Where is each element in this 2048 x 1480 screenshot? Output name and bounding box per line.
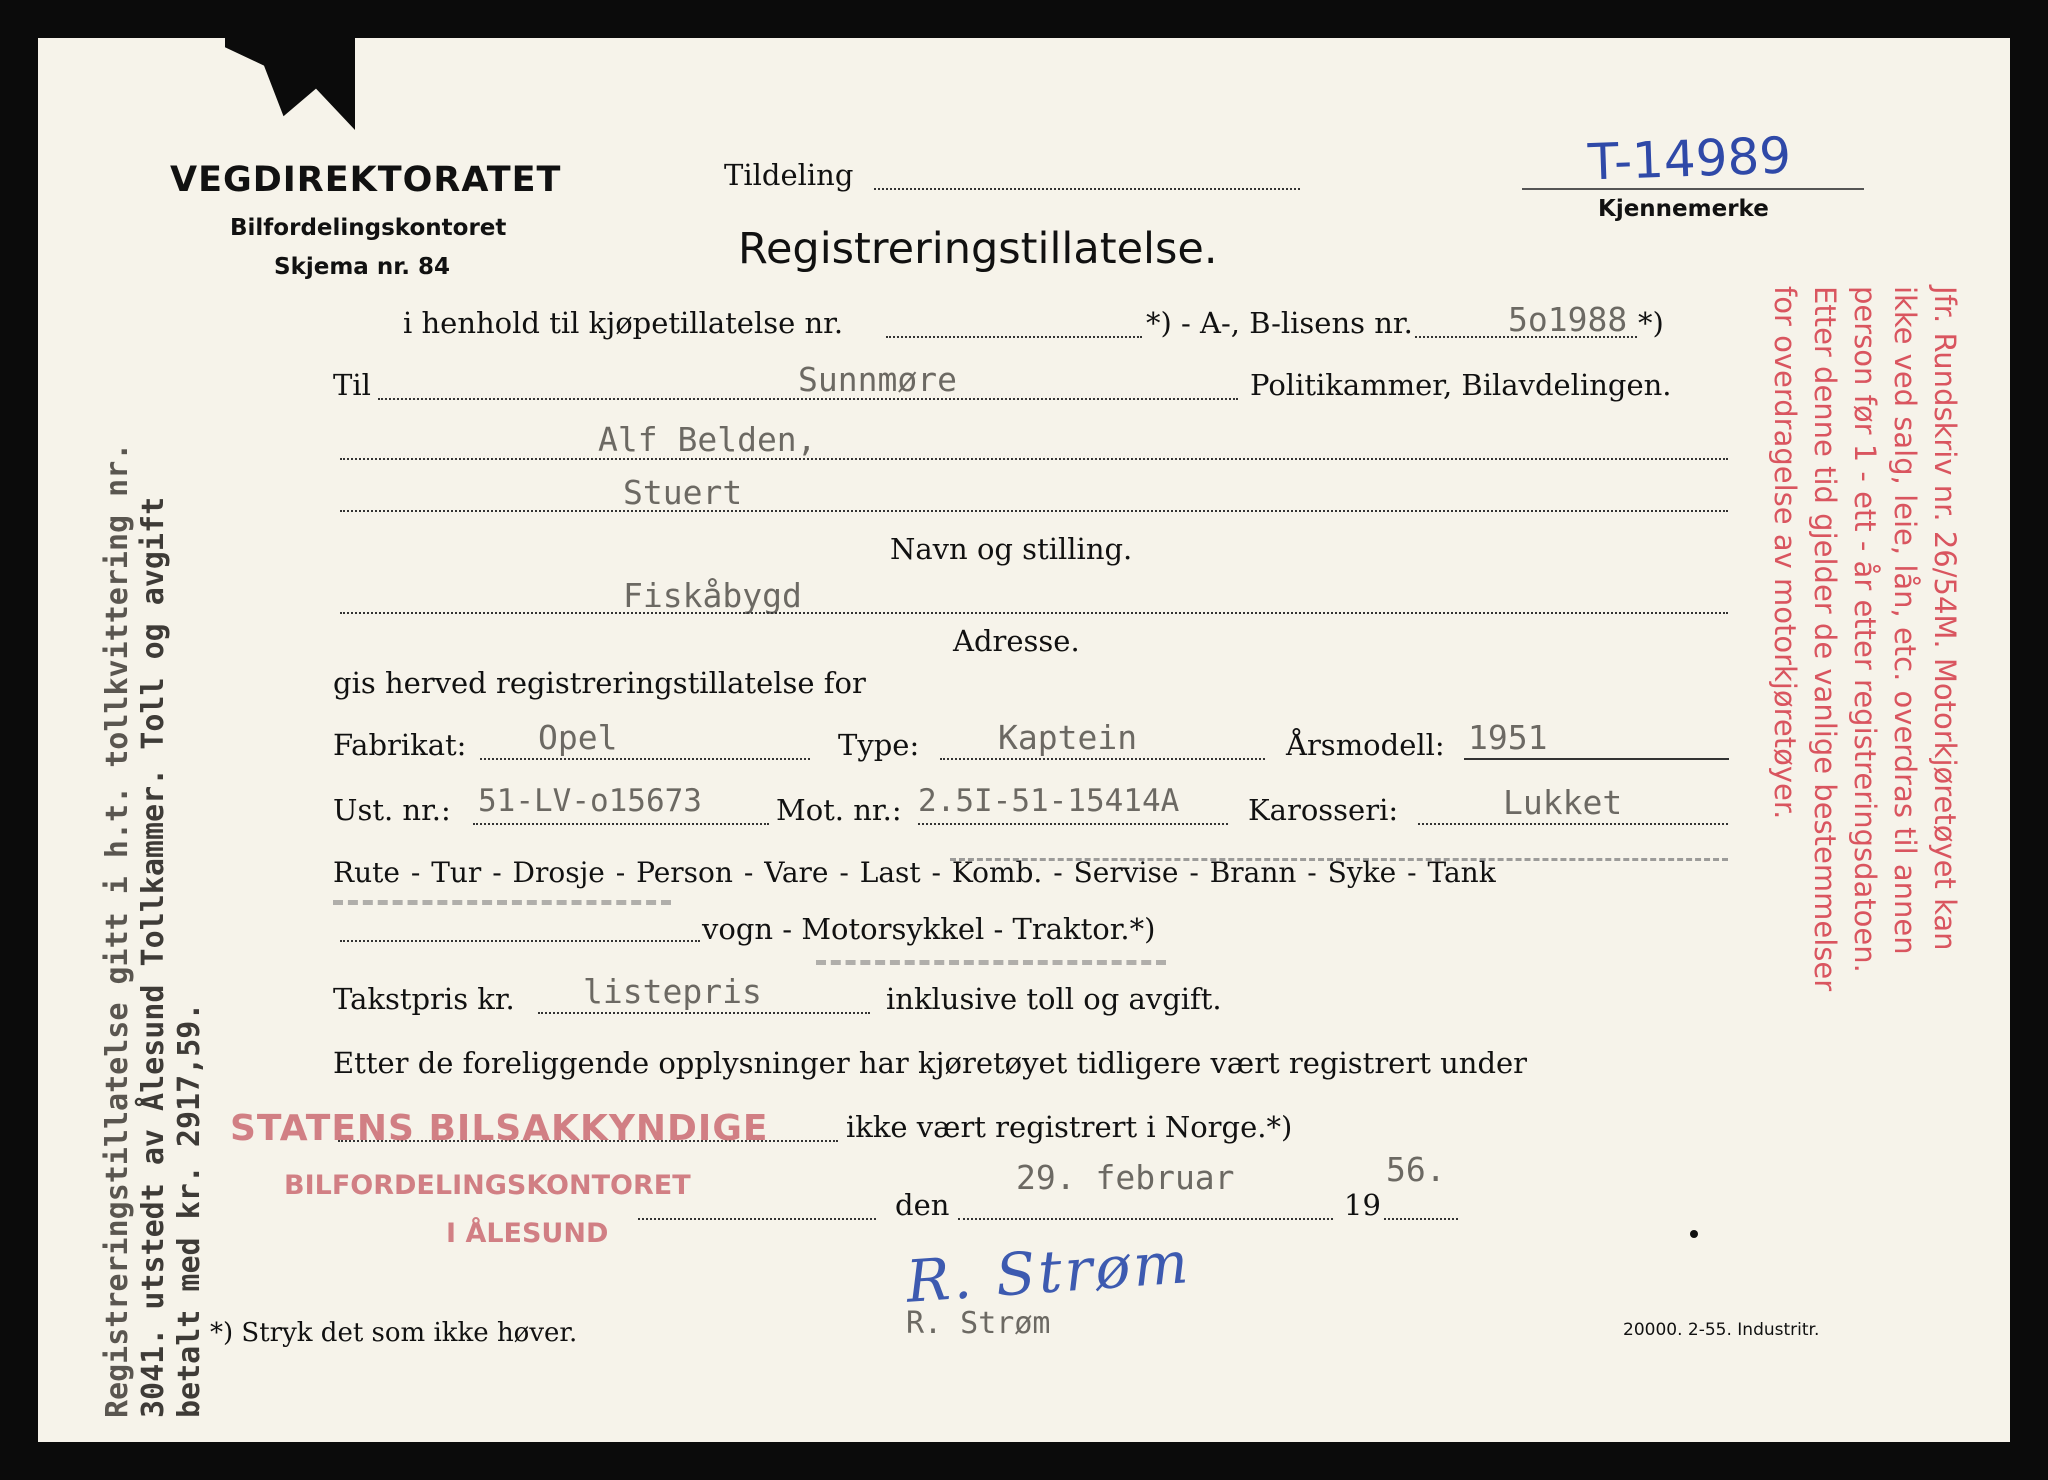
aarsmodell-line (1464, 758, 1729, 760)
mot-line (918, 823, 1228, 825)
year-line (1384, 1218, 1458, 1220)
margin-note-line-1: Registreringstillatelse gitt i h.t. tollkvittering nr. (100, 442, 135, 1418)
type-value: Kaptein (998, 718, 1138, 757)
margin-note-line-3: betalt med kr. 2917,59. (172, 1002, 207, 1418)
categories-strike-line (950, 858, 1728, 867)
kjopetillatelse-label: i henhold til kjøpetillatelse nr. (403, 306, 844, 340)
stilling-value: Stuert (623, 473, 743, 512)
ust-value: 51-LV-o15673 (478, 783, 702, 819)
document-paper (38, 38, 2010, 1442)
fabrikat-value: Opel (538, 718, 618, 757)
stamp-line-2: BILFORDELINGSKONTORET (284, 1170, 691, 1201)
aarsmodell-value: 1951 (1468, 718, 1548, 757)
vogn-text: vogn - Motorsykkel - Traktor.*) (702, 912, 1156, 946)
org-name: VEGDIREKTORATET (170, 160, 562, 200)
stamp-line-3: I ÅLESUND (446, 1218, 609, 1249)
gis-herved-text: gis herved registreringstillatelse for (333, 666, 866, 700)
type-label: Type: (838, 728, 920, 762)
ink-dot (1690, 1230, 1698, 1238)
date-value: 29. februar (1016, 1158, 1235, 1197)
adresse-value: Fiskåbygd (623, 576, 802, 615)
vogn-line (340, 940, 700, 942)
karosseri-value: Lukket (1503, 783, 1623, 822)
registration-number: T-14989 (1587, 126, 1793, 192)
kjennemerke-label: Kjennemerke (1598, 196, 1769, 222)
side-note-line-5: for overdragelse av motorkjøretøyer. (1768, 286, 1802, 820)
ust-line (473, 823, 769, 825)
type-line (940, 758, 1265, 760)
takstpris-suffix: inklusive toll og avgift. (886, 982, 1222, 1016)
fabrikat-line (480, 758, 810, 760)
navn-og-stilling-label: Navn og stilling. (890, 532, 1133, 566)
document-title: Registreringstillatelse. (738, 224, 1218, 274)
lisens-footnote-mark: *) (1638, 306, 1664, 340)
form-number: Skjema nr. 84 (274, 254, 451, 280)
tildeling-line (874, 188, 1300, 190)
karosseri-label: Karosseri: (1248, 793, 1399, 827)
year-prefix: 19 (1344, 1188, 1381, 1222)
side-note-line-2: ikke ved salg, leie, lån, etc. overdras til annen (1888, 286, 1922, 955)
office-name: Bilfordelingskontoret (230, 215, 507, 241)
takstpris-value: listepris (583, 972, 762, 1011)
name-value: Alf Belden, (598, 420, 817, 459)
year-value: 56. (1386, 1150, 1446, 1189)
etter-text: Etter de foreliggende opplysninger har kjøretøyet tidligere vært registrert under (333, 1046, 1528, 1080)
mot-label: Mot. nr.: (776, 793, 902, 827)
handwritten-signature: R. Strøm (903, 1228, 1194, 1316)
vehicle-categories: Rute - Tur - Drosje - Person - Vare - Last - Komb. - Servise - Brann - Syke - Tank (333, 856, 1496, 889)
ust-label: Ust. nr.: (333, 793, 451, 827)
side-note-line-1: Jfr. Rundskriv nr. 26/54M. Motorkjøretøyet kan (1928, 286, 1962, 951)
politikammer-label: Politikammer, Bilavdelingen. (1250, 368, 1672, 402)
aarsmodell-label: Årsmodell: (1286, 728, 1445, 762)
b-lisens-value: 5o1988 (1508, 300, 1628, 339)
date-line (958, 1218, 1333, 1220)
motorsykkel-strike-line (816, 960, 1166, 965)
ikke-registrert-text: ikke vært registrert i Norge.*) (846, 1110, 1293, 1144)
rute-strike-line (333, 900, 671, 905)
side-note-line-4: Etter denne tid gjelder de vanlige bestemmelser (1808, 286, 1842, 992)
adresse-line (340, 612, 1728, 614)
footnote: *) Stryk det som ikke høver. (210, 1318, 578, 1348)
stamp-line-1: STATENS BILSAKKYNDIGE (230, 1108, 769, 1149)
den-label: den (895, 1188, 950, 1222)
takstpris-label: Takstpris kr. (333, 982, 515, 1016)
til-label: Til (333, 368, 371, 402)
printer-mark: 20000. 2-55. Industritr. (1623, 1320, 1820, 1340)
karosseri-line (1418, 823, 1728, 825)
lisens-label: *) - A-, B-lisens nr. (1146, 306, 1413, 340)
registrert-under-line (338, 1140, 838, 1142)
takstpris-line (538, 1012, 870, 1014)
kjopetillatelse-line (886, 336, 1142, 338)
til-value: Sunnmøre (798, 360, 957, 399)
margin-note-line-2: 3041. utstedt av Ålesund Tollkammer. Toll og avgift (136, 496, 171, 1418)
side-note-line-3: person før 1 - ett - år etter registreringsdatoen. (1848, 286, 1882, 973)
kjennemerke-line (1522, 188, 1864, 190)
fabrikat-label: Fabrikat: (333, 728, 467, 762)
place-line (638, 1218, 876, 1220)
tildeling-label: Tildeling (724, 158, 854, 192)
mot-value: 2.5I-51-15414A (918, 783, 1180, 819)
typed-signatory-name: R. Strøm (906, 1306, 1051, 1341)
adresse-label: Adresse. (953, 624, 1080, 658)
stilling-line (340, 510, 1728, 512)
name-line (340, 458, 1728, 460)
